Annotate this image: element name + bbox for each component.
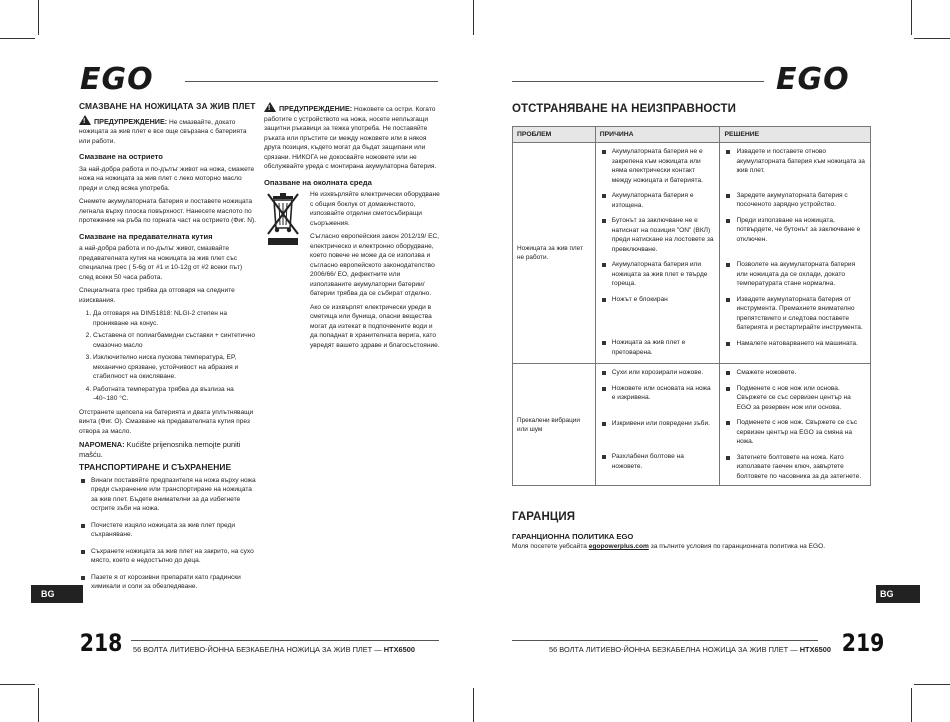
environment-block (264, 190, 440, 350)
problem-cell: Ножицата за жив плет не работи. (513, 143, 596, 364)
table-row (513, 364, 871, 486)
warranty-policy-title: ГАРАНЦИОННА ПОЛИТИКА EGO (512, 532, 634, 541)
list-item: Позволете на акумулаторната батерия или ножицата да се охлади, докато температурата стане нормална. (724, 260, 866, 289)
blade-paragraph-2: Снемете акумулаторната батерия и поставете ножицата легнала върху плоска повърхност. Нанесете маслото по протежение на ръба по горната част на острието (Фиг. N). (79, 198, 257, 224)
list-item: Съхранете ножицата за жив плет на закрито, на сухо място, което е недостъпно до деца. (79, 547, 257, 566)
list-item: Преди използване на ножицата, потвърдете, че бутонът за заключване е отключен. (724, 216, 866, 245)
list-item: Намалете натоварването на машината. (724, 339, 866, 349)
list-item: Изкривени или повредени зъби. (600, 419, 716, 429)
cause-cell (595, 143, 720, 364)
warning-icon (264, 102, 276, 112)
page-number: 219 (841, 629, 885, 657)
crop-mark (914, 38, 950, 39)
list-item: 4. Работната температура трябва да възлиза на -40~180 °C. (93, 385, 257, 404)
weee-bin-icon (265, 192, 301, 248)
list-item: Подменете с нов нож. Свържете се със сервизен център на EGO за смяна на ножа. (724, 418, 866, 447)
environment-paragraph-2: Съгласно европейския закон 2012/19/ ЕС, електрическо и електронно оборудване, което повече не може да се използва и съгласно европейското законодателство 2006/66/ ЕО, дефектните или използваните акумулаторни батерии/батерии трябва да се събират отделно. (310, 233, 440, 297)
footer-rule (131, 640, 439, 641)
problem-cell: Прекалени вибрации или шум (513, 364, 596, 486)
warning-label: ПРЕДУПРЕЖДЕНИЕ: (279, 104, 353, 113)
environment-paragraph-1: Не изхвърляйте електрически оборудване с общия боклук от домакинството, изпозвайте отделни сметосъбиращи съоръжения. (310, 191, 440, 227)
ego-logo: EGO (80, 62, 154, 97)
language-tab: BG (876, 585, 920, 603)
list-item: 3. Изключително ниска пускова температура, EP, механично срязване, устойчивост на абразия и стабилност на окисляване. (93, 353, 257, 382)
gearbox-lubrication-title: Смазване на предавателната кутия (79, 231, 213, 241)
list-item: Винаги поставяйте предпазителя на ножа върху ножа преди съхранение или транспортиране на ножицата за жив плет. Бъдете внимателни за да избегнете острите зъби на ножа. (79, 476, 257, 514)
table-header-row (513, 127, 871, 143)
footer-rule (512, 640, 818, 641)
header-rule (185, 81, 438, 82)
list-item: Бутонът за заключване не е натиснат на позиция "ON" (ВКЛ) преди натискане на лостовете за превключване. (600, 216, 716, 254)
environment-paragraph-3: Ако се изхвърлят електрически уреди в сметища или бунища, опасни вещества могат да изтекат в подпочвените води и да попаднат в хранителната верига, като увредят вашето здраве и благосъстояние. (310, 303, 440, 349)
warning-text: Ножовете са остри. Когато работите с устройството на ножа, носете непльзгащи защитни ръкавици за тежка употреба. Не поставяйте ръката или пръстите си между ножовете или в някоя друга позиция, където могат да бъдат защипани или срязани. НИКОГА не докосвайте ножовете или не обслужвайте уреда с монтирана акумулаторна батерия. (264, 106, 437, 170)
warranty-text: Моля посетете уебсайта egopowerplus.com за пълните условия по гаранционната политика на EGO. (512, 543, 826, 550)
warning-paragraph (79, 115, 257, 147)
header-problem: ПРОБЛЕМ (513, 127, 596, 143)
warranty-link[interactable]: egopowerplus.com (588, 543, 649, 550)
left-column-2 (264, 102, 440, 354)
crop-mark (38, 688, 39, 722)
blade-warning-paragraph (264, 102, 440, 172)
crop-mark (911, 0, 912, 35)
header-solution: РЕШЕНИЕ (720, 127, 871, 143)
left-column-1 (79, 102, 257, 599)
warranty-title: ГАРАНЦИЯ (512, 511, 576, 523)
warning-icon (79, 115, 91, 125)
gearbox-paragraph-2: Специалната грес трябва да отговаря на следните изисквания. (79, 287, 235, 304)
table-row (513, 143, 871, 364)
list-item: Извадете акумулаторната батерия от инструмента. Премахнете внимателно препятствието и следтова поставете батерията и рестартирайте инструмента. (724, 295, 866, 333)
list-item: Разхлабени болтове на ножовете. (600, 452, 716, 471)
list-item: Акумулаторната батерия или ножицата за жив плет е твърде гореща. (600, 260, 716, 289)
crop-mark (0, 38, 35, 39)
header-rule (512, 81, 764, 82)
ego-logo: EGO (776, 62, 850, 97)
note-text: Kućište prijenosnika nemojte puniti mašću. (79, 440, 241, 459)
list-item: Ножицата за жив плет е претоварена. (600, 338, 716, 357)
list-item: Акумулаторната батерия е изтощена. (600, 191, 716, 210)
warning-text: Не смазвайте, докато ножицата за жив плет е все още свързана с батерията или работи. (79, 118, 247, 145)
language-tab: BG (31, 585, 83, 603)
troubleshooting-title: ОТСТРАНЯВАНЕ НА НЕИЗПРАВНОСТИ (512, 103, 736, 115)
list-item: 1. Да отговаря на DIN51818: NLGI-2 степен на проникване на конус. (93, 309, 257, 328)
solution-cell (720, 143, 871, 364)
list-item: Акумулаторната батерия не е закрепена към ножицата или няма електрически контакт между ножицата и батерията. (600, 147, 716, 185)
transport-list (79, 476, 257, 592)
crop-mark (38, 0, 39, 35)
blade-paragraph-1: За най-добра работа и по-дълъг живот на ножа, смажете ножа на ножицата за жив плет с леко моторно масло преди и след всяка употреба. (79, 165, 255, 192)
gearbox-paragraph-1: а най-добра работа и по-дълъг живот, смазвайте предавателната кутия на ножицата за жив плет със специална грес ( 5-6g от #1 и 10-12g от #2 всеки път) след всеки 50 часа работа. (79, 245, 243, 281)
list-item: Ножът е блокиран (600, 295, 716, 305)
footer-text: 56 ВОЛТА ЛИТИЕВО-ЙОННА БЕЗКАБЕЛНА НОЖИЦА ЗА ЖИВ ПЛЕТ — HTX6500 (549, 645, 831, 654)
grease-requirements-list (79, 309, 257, 404)
page-number: 218 (79, 629, 123, 657)
list-item: Ножовете или основата на ножа е изкривена. (600, 384, 716, 403)
list-item: Извадете и поставете отново акумулаторната батерия към ножицата за жив плет. (724, 147, 866, 176)
crop-mark (911, 688, 912, 722)
list-item: Заредете акумулаторната батерия с посоченото зарядно устройство. (724, 191, 866, 210)
transport-storage-title: ТРАНСПОРТИРАНЕ И СЪХРАНЕНИЕ (79, 462, 232, 472)
list-item: Почистете изцяло ножицата за жив плет преди съхраняване. (79, 521, 257, 540)
crop-mark (473, 688, 474, 722)
list-item: Смажете ножовете. (724, 368, 866, 378)
header-cause: ПРИЧИНА (595, 127, 720, 143)
blade-lubrication-title: Смазване на острието (79, 152, 163, 161)
list-item: Сухи или корозирали ножове. (600, 368, 716, 378)
crop-mark (914, 684, 950, 685)
environment-title: Опазване на околната среда (264, 177, 372, 187)
list-item: Подменете с нов нож или основа. Свържете се със сервизен център на EGO за резервен нож или основа. (724, 384, 866, 413)
list-item: Пазете я от корозивни препарати като градински химикали и соли за обезледяване. (79, 573, 257, 592)
solution-cell (720, 364, 871, 486)
troubleshooting-table (512, 126, 871, 486)
warning-label: ПРЕДУПРЕЖДЕНИЕ: (94, 116, 168, 126)
footer-text: 56 ВОЛТА ЛИТИЕВО-ЙОННА БЕЗКАБЕЛНА НОЖИЦА ЗА ЖИВ ПЛЕТ — HTX6500 (133, 645, 415, 654)
crop-mark (0, 684, 35, 685)
note-paragraph (79, 440, 257, 459)
list-item: Затегнете болтовете на ножа. Като използвате гаечен ключ, завъртете болтовете по часовника за да затегнете. (724, 453, 866, 482)
crop-mark (473, 0, 474, 35)
list-item: 2. Съставена от полиагбамидни съставки + синтетично смазочно масло (93, 331, 257, 350)
gearbox-paragraph-3: Отстранете щепсела на батерията и двата уплътняващи винта (Фиг. O). Смазване на предавателната кутия през отвора за масло. (79, 408, 254, 435)
section-title-lubrication: СМАЗВАНЕ НА НОЖИЦАТА ЗА ЖИВ ПЛЕТ (79, 101, 256, 111)
cause-cell (595, 364, 720, 486)
note-label: NAPOMENA: (79, 440, 125, 449)
